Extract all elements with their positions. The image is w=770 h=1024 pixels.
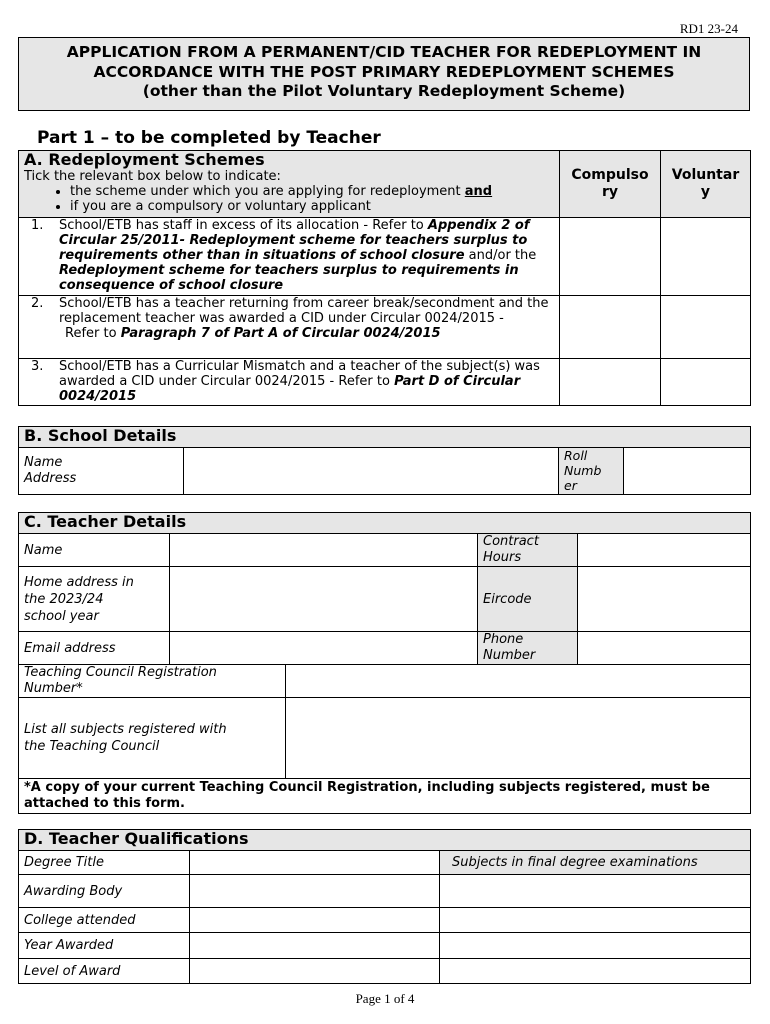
title-line-2: ACCORDANCE WITH THE POST PRIMARY REDEPLOYMENT SCHEMES xyxy=(93,62,675,81)
scheme-row-1-circular: Appendix 2 of Circular 25/2011 xyxy=(59,218,530,248)
school-address-label: Address xyxy=(24,471,77,486)
degree-title-label: Degree Title xyxy=(19,851,190,875)
scheme-row-2-voluntary-box[interactable] xyxy=(661,296,751,359)
section-a-table xyxy=(18,150,751,406)
scheme-row-3 xyxy=(19,359,560,406)
registration-attachment-note: *A copy of your current Teaching Council Registration, including subjects registered, must be attached to this form. xyxy=(19,779,751,814)
roll-label-line1: Roll xyxy=(564,448,588,463)
form-title-box xyxy=(18,37,750,111)
title-line-1: APPLICATION FROM A PERMANENT/CID TEACHER FOR REDEPLOYMENT IN xyxy=(66,43,702,61)
roll-number-field[interactable] xyxy=(624,448,751,495)
part1-heading: Part 1 – to be completed by Teacher xyxy=(37,128,381,148)
year-awarded-label: Year Awarded xyxy=(19,933,190,959)
scheme-row-2-compulsory-box[interactable] xyxy=(560,296,661,359)
bullet-scheme-and: and xyxy=(464,184,493,199)
voluntary-header-line1: Voluntar xyxy=(671,167,740,183)
final-exam-subjects-field-2[interactable] xyxy=(440,908,751,933)
scheme-row-3-text: School/ETB has a Curricular Mismatch and a teacher of the subject(s) was awarded a CID under Circular 0024/2015 - Refer to xyxy=(59,359,540,389)
contract-hours-line1: Contract xyxy=(483,534,539,549)
scheme-row-3-compulsory-box[interactable] xyxy=(560,359,661,406)
scheme-row-1-num: 1. xyxy=(31,218,44,233)
compulsory-header-line2: ry xyxy=(601,184,619,200)
roll-number-label xyxy=(559,448,624,495)
home-address-line3: school year xyxy=(24,608,99,624)
section-b-table xyxy=(18,426,751,495)
scheme-row-1-scheme-b: Redeployment scheme for teachers surplus to requirements in consequence of school closure xyxy=(59,263,519,293)
home-address-label xyxy=(19,567,170,632)
scheme-row-1 xyxy=(19,218,560,296)
scheme-row-3-num: 3. xyxy=(31,359,44,374)
compulsory-header-line1: Compulso xyxy=(571,167,649,183)
final-exam-subjects-field-4[interactable] xyxy=(440,959,751,984)
email-field[interactable] xyxy=(170,632,478,665)
phone-label-line2: Number xyxy=(483,648,536,663)
section-a-header-cell xyxy=(19,151,560,218)
section-a-heading: A. Redeployment Schemes xyxy=(24,150,265,169)
school-name-address-label xyxy=(19,448,184,495)
level-of-award-label: Level of Award xyxy=(19,959,190,984)
college-field[interactable] xyxy=(190,908,440,933)
school-name-label: Name xyxy=(24,455,63,470)
home-address-field[interactable] xyxy=(170,567,478,632)
tc-registration-line2: Number* xyxy=(24,681,83,696)
degree-title-field[interactable] xyxy=(190,851,440,875)
contract-hours-line2: Hours xyxy=(483,550,522,565)
scheme-row-1-text: School/ETB has staff in excess of its allocation - Refer to xyxy=(59,218,428,233)
scheme-row-2-refer: Refer to xyxy=(65,326,121,341)
section-d-table xyxy=(18,829,751,984)
roll-label-line3: er xyxy=(564,478,577,493)
final-exam-subjects-header: Subjects in final degree examinations xyxy=(440,851,751,875)
scheme-row-2-num: 2. xyxy=(31,296,44,311)
scheme-row-1-scheme-a: Redeployment scheme for teachers surplus to requirements other than in situations of school closure xyxy=(59,233,528,263)
page-number: Page 1 of 4 xyxy=(355,991,415,1006)
email-label: Email address xyxy=(19,632,170,665)
level-of-award-field[interactable] xyxy=(190,959,440,984)
tc-registration-line1: Teaching Council Registration xyxy=(24,665,217,680)
final-exam-subjects-field-1[interactable] xyxy=(440,875,751,908)
eircode-field[interactable] xyxy=(578,567,751,632)
scheme-row-2-paragraph: Paragraph 7 of Part A of Circular 0024/2015 xyxy=(120,326,441,341)
awarding-body-label: Awarding Body xyxy=(19,875,190,908)
phone-label-line1: Phone xyxy=(483,632,524,647)
voluntary-header-line2: y xyxy=(700,184,711,200)
section-a-intro: Tick the relevant box below to indicate: xyxy=(24,169,281,184)
year-awarded-field[interactable] xyxy=(190,933,440,959)
scheme-row-2-text: School/ETB has a teacher returning from career break/secondment and the replacement teacher was awarded a CID under Circular 0024/2015 - xyxy=(59,296,549,326)
final-exam-subjects-field-3[interactable] xyxy=(440,933,751,959)
phone-number-field[interactable] xyxy=(578,632,751,665)
contract-hours-field[interactable] xyxy=(578,534,751,567)
scheme-row-1-voluntary-box[interactable] xyxy=(661,218,751,296)
teacher-name-label: Name xyxy=(19,534,170,567)
registered-subjects-line2: the Teaching Council xyxy=(24,739,160,754)
compulsory-column-header xyxy=(560,151,661,218)
scheme-row-1-andor: and/or the xyxy=(464,248,537,263)
section-c-heading: C. Teacher Details xyxy=(19,513,751,534)
bullet-scheme-text: the scheme under which you are applying for redeployment xyxy=(70,184,465,199)
registered-subjects-line1: List all subjects registered with xyxy=(24,722,227,737)
bullet-scheme xyxy=(70,184,554,199)
voluntary-column-header xyxy=(661,151,751,218)
tc-registration-field[interactable] xyxy=(286,665,751,698)
home-address-line1: Home address in xyxy=(24,574,134,590)
section-d-heading: D. Teacher Qualifications xyxy=(19,830,751,851)
scheme-row-3-part-d: Part D of Circular 0024/2015 xyxy=(59,374,521,404)
reference-code: RD1 23-24 xyxy=(679,21,738,36)
awarding-body-field[interactable] xyxy=(190,875,440,908)
title-line-3: (other than the Pilot Voluntary Redeployment Scheme) xyxy=(142,82,626,100)
eircode-label: Eircode xyxy=(478,567,578,632)
scheme-row-1-compulsory-box[interactable] xyxy=(560,218,661,296)
home-address-line2: the 2023/24 xyxy=(24,591,104,607)
phone-number-label xyxy=(478,632,578,665)
scheme-row-1-dash: - xyxy=(179,233,190,248)
tc-registration-label xyxy=(19,665,286,698)
registered-subjects-field[interactable] xyxy=(286,698,751,779)
roll-label-line2: Numb xyxy=(564,463,602,478)
section-a-bullets xyxy=(24,184,554,214)
section-b-heading: B. School Details xyxy=(19,427,751,448)
teacher-name-field[interactable] xyxy=(170,534,478,567)
scheme-row-2 xyxy=(19,296,560,359)
contract-hours-label xyxy=(478,534,578,567)
college-label: College attended xyxy=(19,908,190,933)
school-name-address-field[interactable] xyxy=(184,448,559,495)
registered-subjects-label xyxy=(19,698,286,779)
scheme-row-3-voluntary-box[interactable] xyxy=(661,359,751,406)
bullet-applicant-type: • if you are a compulsory or voluntary applicant xyxy=(70,199,554,214)
section-c-table xyxy=(18,512,751,814)
